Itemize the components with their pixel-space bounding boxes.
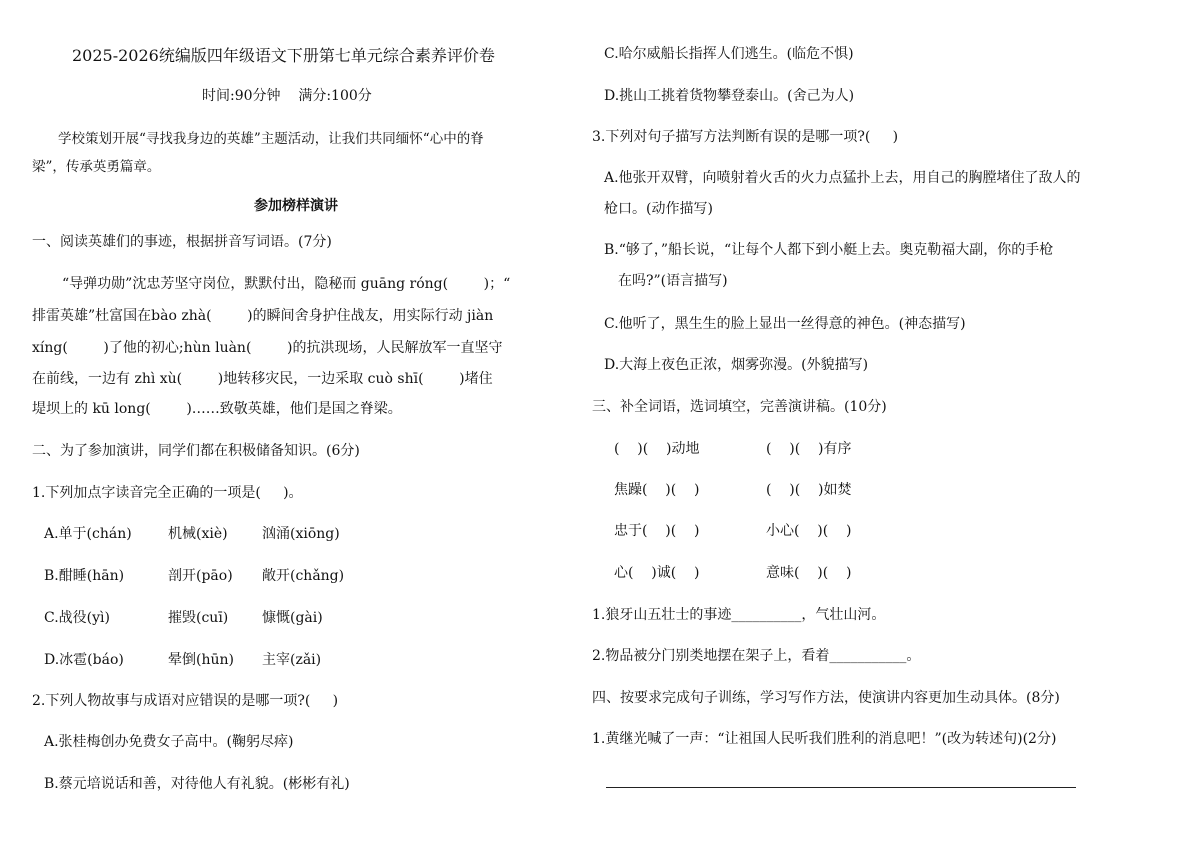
word-blank[interactable]: 意味( )( ) bbox=[766, 565, 852, 581]
part4-q1: 1.黄继光喊了一声：“让祖国人民听我们胜利的消息吧！”(改为转述句)(2分) bbox=[592, 731, 1057, 747]
q1-option-c1: C.战役(yì) bbox=[44, 610, 110, 626]
section-heading: 参加榜样演讲 bbox=[254, 198, 338, 214]
q1-option-c3: 慷慨(gài) bbox=[262, 610, 323, 626]
q1-option-d3: 主宰(zǎi) bbox=[262, 652, 322, 668]
q1-option-b2: 剖开(pāo) bbox=[168, 568, 233, 584]
exam-time-info: 时间:90分钟 满分:100分 bbox=[202, 88, 372, 104]
word-blank[interactable]: 焦躁( )( ) bbox=[614, 482, 700, 498]
fill-sentence-1[interactable]: 1.狼牙山五壮士的事迹__________，气壮山河。 bbox=[592, 607, 886, 623]
part1-heading: 一、阅读英雄们的事迹，根据拼音写词语。(7分) bbox=[32, 234, 332, 250]
answer-line[interactable] bbox=[606, 787, 1076, 788]
fill-sentence-2[interactable]: 2.物品被分门别类地摆在架子上，看着___________。 bbox=[592, 648, 921, 664]
word-blank[interactable]: ( )( )如焚 bbox=[766, 482, 852, 498]
part1-line: 在前线，一边有 zhì xù( )地转移灾民，一边采取 cuò shī( )堵住 bbox=[32, 371, 493, 387]
intro-line-2: 梁”，传承英勇篇章。 bbox=[32, 159, 161, 175]
word-blank[interactable]: 心( )诚( ) bbox=[614, 565, 700, 581]
part3-heading: 三、补全词语，选词填空，完善演讲稿。(10分) bbox=[592, 399, 887, 415]
q1-option-d2: 晕倒(hūn) bbox=[168, 652, 234, 668]
q2-option-d: D.挑山工挑着货物攀登泰山。(舍己为人) bbox=[604, 88, 855, 104]
q3-option-a-line1: A.他张开双臂，向喷射着火舌的火力点猛扑上去，用自己的胸膛堵住了敌人的 bbox=[604, 170, 1081, 186]
part2-heading: 二、为了参加演讲，同学们都在积极储备知识。(6分) bbox=[32, 443, 360, 459]
part1-line: “导弹功勋”沈忠芳坚守岗位，默默付出，隐秘而 guāng róng( )；“ bbox=[62, 276, 511, 292]
q3-stem: 3.下列对句子描写方法判断有误的是哪一项?( ) bbox=[592, 129, 899, 145]
word-blank[interactable]: 小心( )( ) bbox=[766, 523, 852, 539]
q1-option-a3: 汹涌(xiōng) bbox=[262, 526, 340, 542]
q3-option-d: D.大海上夜色正浓，烟雾弥漫。(外貌描写) bbox=[604, 357, 869, 373]
q1-option-a1: A.单于(chán) bbox=[44, 526, 132, 542]
word-blank[interactable]: ( )( )有序 bbox=[766, 441, 852, 457]
q2-stem: 2.下列人物故事与成语对应错误的是哪一项?( ) bbox=[32, 693, 339, 709]
page-title: 2025-2026统编版四年级语文下册第七单元综合素养评价卷 bbox=[72, 46, 495, 65]
q1-stem: 1.下列加点字读音完全正确的一项是( )。 bbox=[32, 485, 303, 501]
word-blank[interactable]: 忠于( )( ) bbox=[614, 523, 700, 539]
q1-option-a2: 机械(xiè) bbox=[168, 526, 228, 542]
q3-option-b-line2: 在吗?”(语言描写) bbox=[618, 273, 728, 289]
q2-option-a: A.张桂梅创办免费女子高中。(鞠躬尽瘁) bbox=[44, 734, 294, 750]
q2-option-c: C.哈尔威船长指挥人们逃生。(临危不惧) bbox=[604, 46, 854, 62]
q1-option-c2: 摧毁(cuī) bbox=[168, 610, 229, 626]
part1-line: 排雷英雄”杜富国在bào zhà( )的瞬间舍身护住战友，用实际行动 jiàn bbox=[32, 308, 494, 324]
q3-option-a-line2: 枪口。(动作描写) bbox=[604, 201, 713, 217]
q2-option-b: B.蔡元培说话和善，对待他人有礼貌。(彬彬有礼) bbox=[44, 776, 350, 792]
part4-heading: 四、按要求完成句子训练，学习写作方法，使演讲内容更加生动具体。(8分) bbox=[592, 690, 1060, 706]
intro-line-1: 学校策划开展“寻找我身边的英雄”主题活动，让我们共同缅怀“心中的脊 bbox=[58, 131, 484, 147]
word-blank[interactable]: ( )( )动地 bbox=[614, 441, 700, 457]
q1-option-d1: D.冰雹(báo) bbox=[44, 652, 124, 668]
q1-option-b1: B.酣睡(hān) bbox=[44, 568, 125, 584]
q1-option-b3: 敞开(chǎng) bbox=[262, 568, 345, 584]
part1-line: 堤坝上的 kū long( )……致敬英雄，他们是国之脊梁。 bbox=[32, 401, 402, 417]
q3-option-c: C.他听了，黑生生的脸上显出一丝得意的神色。(神态描写) bbox=[604, 316, 966, 332]
q3-option-b-line1: B.“够了，”船长说，“让每个人都下到小艇上去。奥克勒福大副，你的手枪 bbox=[604, 242, 1054, 258]
part1-line: xíng( )了他的初心;hùn luàn( )的抗洪现场，人民解放军一直坚守 bbox=[32, 340, 503, 356]
